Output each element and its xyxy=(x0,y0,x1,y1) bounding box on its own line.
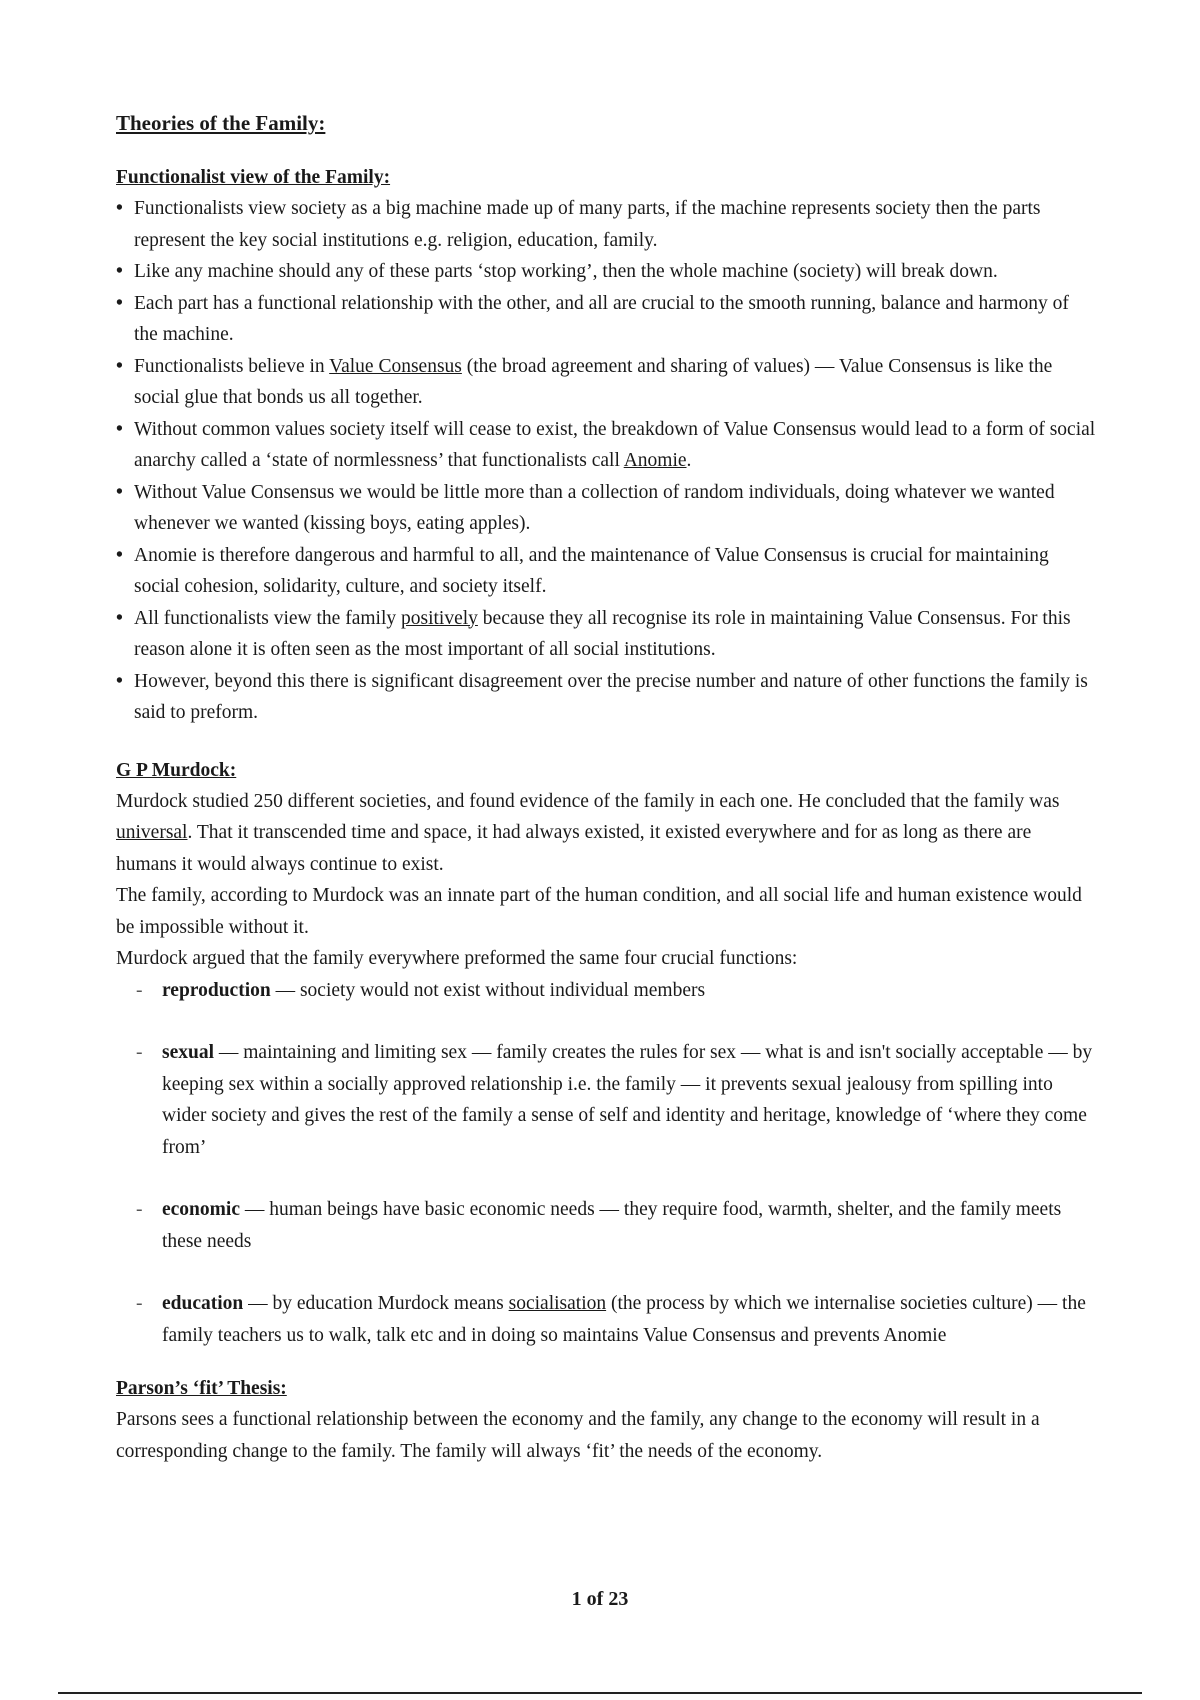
function-term: education xyxy=(162,1293,244,1314)
murdock-paragraph-1: Murdock studied 250 different societies, and found evidence of the family in each one. He concluded that the family was universal. That it transcended time and space, it had always existed, it existed everywhere and for as long as there are humans it would always continue to exist. xyxy=(116,790,1060,875)
functionalist-heading: Functionalist view of the Family: xyxy=(116,167,391,188)
function-term: reproduction xyxy=(162,979,271,1001)
dash-icon: - xyxy=(136,1293,143,1314)
parsons-paragraph-1: Parsons sees a functional relationship between the economy and the family, any change to the economy will result in a corresponding change to the family. The family will always ‘fit’ the needs of the economy. xyxy=(116,1409,1040,1462)
functionalist-bullet-list xyxy=(116,193,1096,729)
bullet-icon: • xyxy=(116,607,123,629)
function-item: - sexual — maintaining and limiting sex — family creates the rules for sex — what is and isn't socially acceptable — by keeping sex within a socially approved relationship i.e. the family — it prevents sexual jealousy from spilling into wider society and gives the rest of the family a sense of self and identity and heritage, knowledge of ‘where they come from’ xyxy=(136,1037,1096,1163)
document-page xyxy=(116,108,1096,1467)
murdock-functions-list xyxy=(116,975,1096,1352)
bullet-item: • Functionalists view society as a big machine made up of many parts, if the machine represents society then the parts represent the key social institutions e.g. religion, education, family. xyxy=(116,193,1096,256)
page-number: 1 of 23 xyxy=(571,1588,629,1610)
bullet-icon: • xyxy=(116,261,123,282)
dash-icon: - xyxy=(136,1042,143,1063)
underlined-term: universal xyxy=(116,822,188,843)
bullet-item: • Functionalists believe in Value Consensus (the broad agreement and sharing of values) — Value Consensus is like the social glue that bonds us all together. xyxy=(116,351,1096,414)
dash-icon: - xyxy=(136,1199,143,1220)
dash-icon: - xyxy=(136,979,143,1001)
function-item: - education — by education Murdock means socialisation (the process by which we internalise societies culture) — the family teachers us to walk, talk etc and in doing so maintains Value Consensus and prevents Anomie xyxy=(136,1288,1096,1351)
bullet-item: • However, beyond this there is significant disagreement over the precise number and nature of other functions the family is said to preform. xyxy=(116,666,1096,729)
bullet-icon: • xyxy=(116,544,123,566)
document-title: Theories of the Family: xyxy=(116,111,326,135)
bullet-item: • Like any machine should any of these parts ‘stop working’, then the whole machine (society) will break down. xyxy=(116,256,1096,288)
bullet-icon: • xyxy=(116,355,123,377)
underlined-term: Value Consensus xyxy=(329,355,462,377)
function-item: - reproduction — society would not exist without individual members xyxy=(136,975,1096,1007)
murdock-paragraph-3: Murdock argued that the family everywhere preformed the same four crucial functions: xyxy=(116,948,798,969)
parsons-heading: Parson’s ‘fit’ Thesis: xyxy=(116,1378,287,1399)
function-term: sexual xyxy=(162,1042,215,1063)
footer-divider xyxy=(58,1692,1142,1694)
bullet-icon: • xyxy=(116,292,123,314)
bullet-icon: • xyxy=(116,418,123,440)
function-term: economic xyxy=(162,1199,240,1220)
underlined-term: positively xyxy=(401,607,478,629)
bullet-item: • Anomie is therefore dangerous and harmful to all, and the maintenance of Value Consensus is crucial for maintaining social cohesion, solidarity, culture, and society itself. xyxy=(116,540,1096,603)
bullet-icon: • xyxy=(116,198,123,219)
bullet-icon: • xyxy=(116,670,123,692)
bullet-item: • All functionalists view the family positively because they all recognise its role in maintaining Value Consensus. For this reason alone it is often seen as the most important of all social institutions. xyxy=(116,603,1096,666)
bullet-icon: • xyxy=(116,481,123,503)
murdock-heading: G P Murdock: xyxy=(116,759,237,781)
bullet-item: • Without common values society itself will cease to exist, the breakdown of Value Consensus would lead to a form of social anarchy called a ‘state of normlessness’ that functionalists call Anomie. xyxy=(116,414,1096,477)
underlined-term: Anomie xyxy=(623,450,687,471)
bullet-item: • Without Value Consensus we would be little more than a collection of random individuals, doing whatever we wanted whenever we wanted (kissing boys, eating apples). xyxy=(116,477,1096,540)
function-item: - economic — human beings have basic economic needs — they require food, warmth, shelter, and the family meets these needs xyxy=(136,1194,1096,1257)
underlined-term: socialisation xyxy=(508,1293,607,1314)
murdock-paragraph-2: The family, according to Murdock was an innate part of the human condition, and all social life and human existence would be impossible without it. xyxy=(116,885,1082,938)
bullet-item: • Each part has a functional relationship with the other, and all are crucial to the smooth running, balance and harmony of the machine. xyxy=(116,288,1096,351)
